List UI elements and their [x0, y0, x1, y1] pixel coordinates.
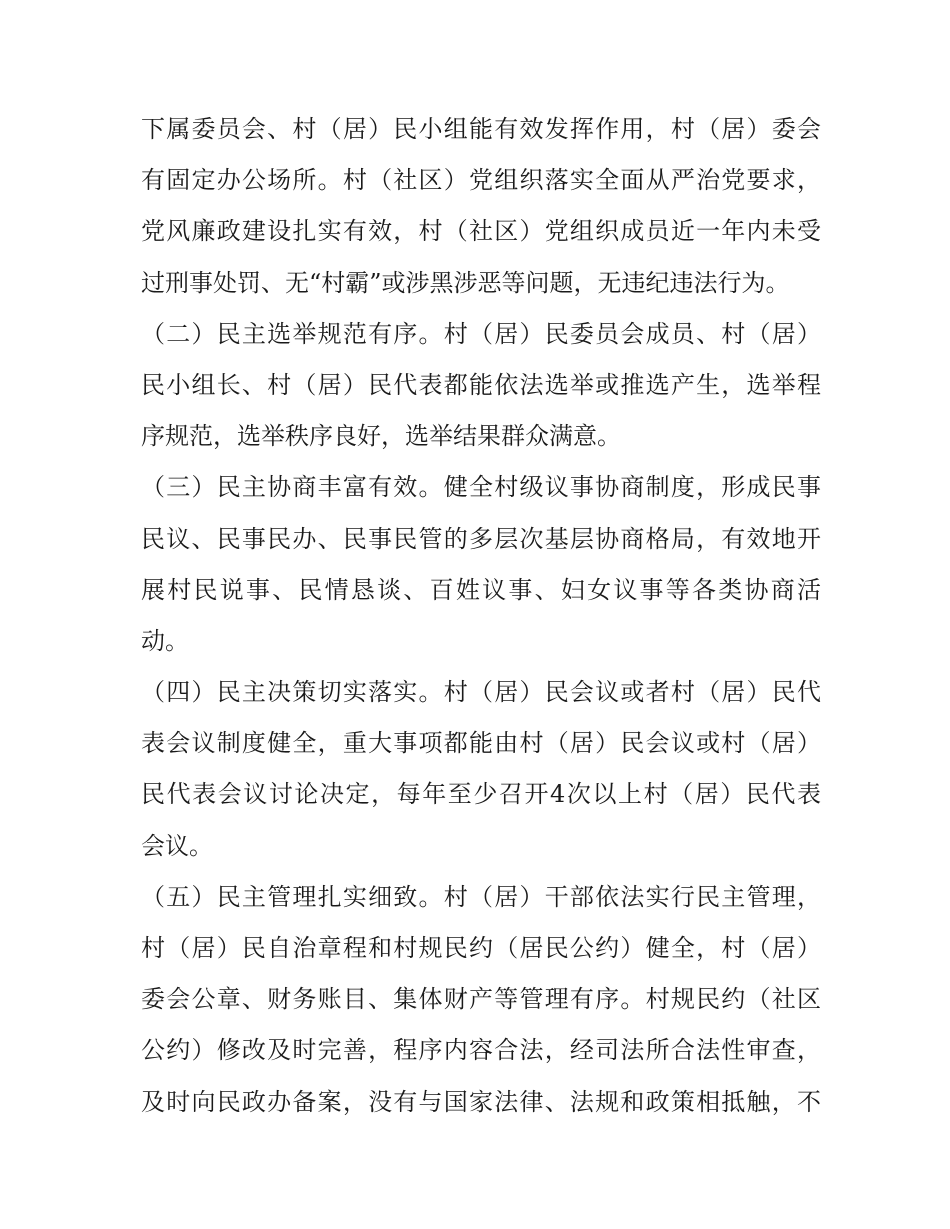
text-line: 民议、民事民办、民事民管的多层次基层协商格局，有效地开 — [141, 524, 821, 553]
text-line: 过刑事处罚、无“村霸”或涉黑涉恶等问题，无违纪违法行为。 — [141, 268, 790, 297]
text-line: 会议。 — [141, 831, 213, 860]
text-line: 公约）修改及时完善，程序内容合法，经司法所合法性审查， — [141, 1036, 821, 1065]
text-line: 序规范，选举秩序良好，选举结果群众满意。 — [141, 422, 621, 451]
text-line: （三）民主协商丰富有效。健全村级议事协商制度，形成民事 — [141, 473, 821, 502]
text-line: 表会议制度健全，重大事项都能由村（居）民会议或村（居） — [141, 729, 821, 758]
document-body — [141, 104, 821, 1128]
text-line: （五）民主管理扎实细致。村（居）干部依法实行民主管理， — [141, 882, 821, 911]
text-line: 动。 — [141, 626, 189, 655]
text-line: 有固定办公场所。村（社区）党组织落实全面从严治党要求， — [141, 166, 821, 195]
text-line: （二）民主选举规范有序。村（居）民委员会成员、村（居） — [141, 319, 821, 348]
text-line: 民小组长、村（居）民代表都能依法选举或推选产生，选举程 — [141, 370, 821, 399]
text-line: 展村民说事、民情恳谈、百姓议事、妇女议事等各类协商活 — [141, 575, 821, 604]
text-line: 民代表会议讨论决定，每年至少召开4次以上村（居）民代表 — [141, 780, 821, 809]
text-line: 下属委员会、村（居）民小组能有效发挥作用，村（居）委会 — [141, 115, 821, 143]
text-line: 党风廉政建设扎实有效，村（社区）党组织成员近一年内未受 — [141, 217, 821, 246]
text-line: 委会公章、财务账目、集体财产等管理有序。村规民约（社区 — [141, 985, 821, 1014]
text-line: （四）民主决策切实落实。村（居）民会议或者村（居）民代 — [141, 678, 821, 707]
text-line: 及时向民政办备案，没有与国家法律、法规和政策相抵触，不 — [141, 1087, 821, 1116]
text-line: 村（居）民自治章程和村规民约（居民公约）健全，村（居） — [141, 934, 821, 962]
